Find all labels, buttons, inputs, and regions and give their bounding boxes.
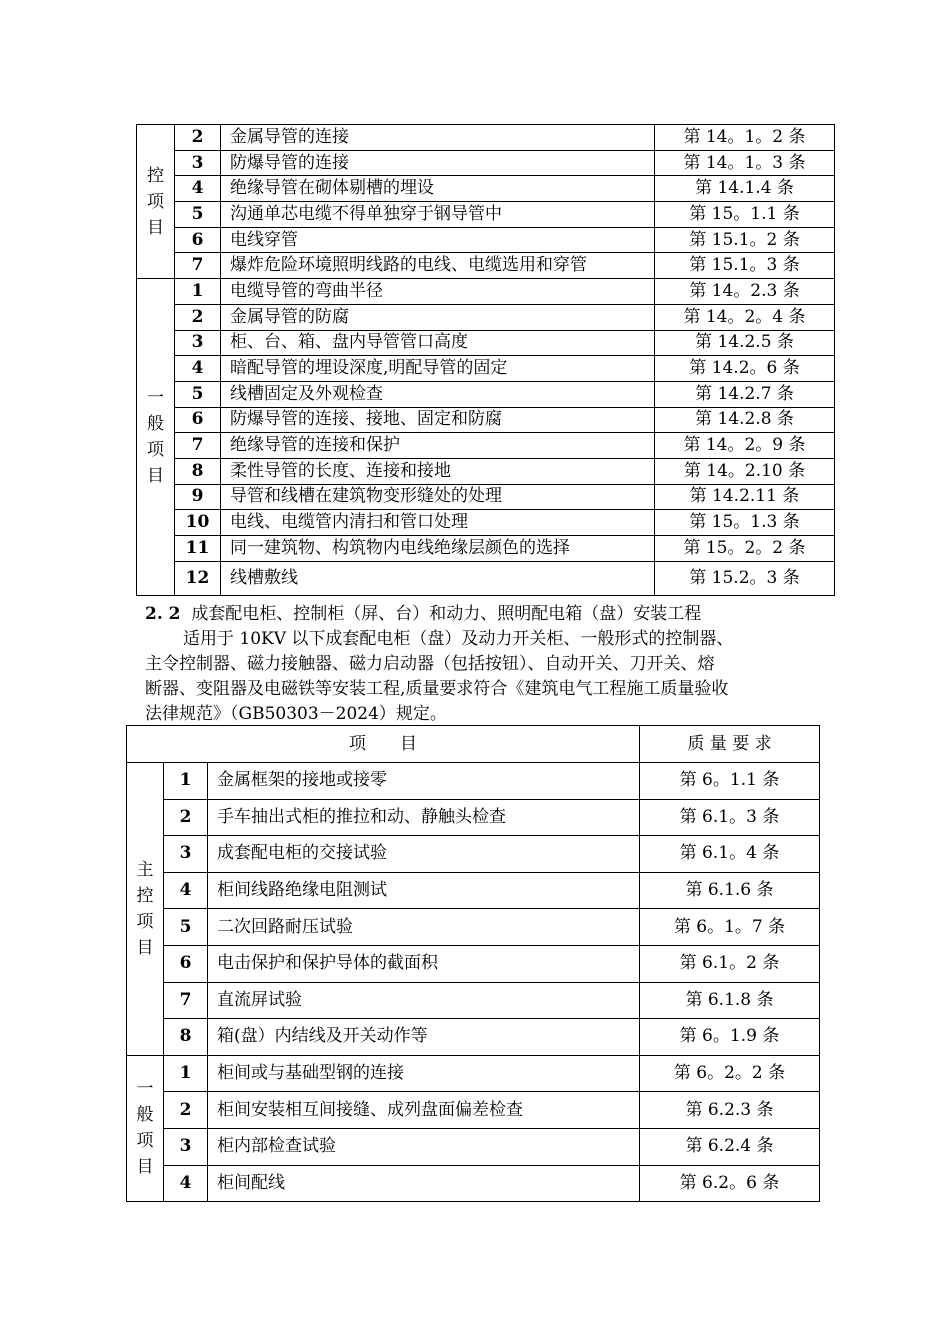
row-item: 成套配电柜的交接试验 (208, 836, 640, 873)
row-item: 柜间线路绝缘电阻测试 (208, 872, 640, 909)
group-label-char: 目 (147, 217, 164, 238)
section-number: 2. 2 (145, 604, 181, 624)
row-item: 绝缘导管在砌体剔槽的埋设 (221, 176, 655, 202)
row-item: 导管和线槽在建筑物变形缝处的处理 (221, 484, 655, 510)
row-item: 同一建筑物、构筑物内电线绝缘层颜色的选择 (221, 536, 655, 562)
table-row (137, 150, 835, 176)
row-number: 4 (164, 872, 208, 909)
row-item: 金属框架的接地或接零 (208, 763, 640, 800)
row-requirement: 第 6.1。4 条 (640, 836, 820, 873)
row-item: 二次回路耐压试验 (208, 909, 640, 946)
table-row (127, 1128, 820, 1165)
row-requirement: 第 14.2.11 条 (655, 484, 835, 510)
group-label-char: 控 (147, 165, 164, 186)
table-row (137, 561, 835, 595)
row-number: 11 (175, 536, 221, 562)
row-item: 爆炸危险环境照明线路的电线、电缆选用和穿管 (221, 253, 655, 279)
paragraph-line: 断器、变阻器及电磁铁等安装工程,质量要求符合《建筑电气工程施工质量验收 (145, 679, 729, 699)
table-row (137, 253, 835, 279)
row-item: 金属导管的连接 (221, 125, 655, 151)
row-number: 2 (164, 799, 208, 836)
table-row (127, 1165, 820, 1202)
group-label-char: 般 (136, 1105, 154, 1126)
group-label-char: 般 (147, 413, 164, 434)
group-label (127, 763, 164, 1056)
row-requirement: 第 6.2.3 条 (640, 1092, 820, 1129)
row-requirement: 第 14。2.10 条 (655, 458, 835, 484)
row-number: 8 (164, 1019, 208, 1056)
group-label-char: 目 (136, 937, 154, 958)
row-requirement: 第 15.1。2 条 (655, 227, 835, 253)
row-requirement: 第 6.1.8 条 (640, 982, 820, 1019)
table-row (137, 484, 835, 510)
row-number: 6 (175, 227, 221, 253)
group-label-char: 项 (136, 1131, 154, 1152)
row-item: 线槽固定及外观检查 (221, 381, 655, 407)
row-requirement: 第 15.2。3 条 (655, 561, 835, 595)
row-number: 5 (175, 202, 221, 228)
row-number: 4 (175, 176, 221, 202)
group-label-char: 项 (136, 911, 154, 932)
header-item: 项 目 (127, 726, 640, 763)
row-item: 金属导管的防腐 (221, 304, 655, 330)
row-requirement: 第 14.2.8 条 (655, 407, 835, 433)
row-item: 柜、台、箱、盘内导管管口高度 (221, 330, 655, 356)
row-number: 6 (164, 945, 208, 982)
row-item: 防爆导管的连接、接地、固定和防腐 (221, 407, 655, 433)
section-title: 成套配电柜、控制柜（屏、台）和动力、照明配电箱（盘）安装工程 (191, 604, 702, 624)
row-item: 线槽敷线 (221, 561, 655, 595)
row-requirement: 第 14.1.4 条 (655, 176, 835, 202)
row-item: 箱(盘）内结线及开关动作等 (208, 1019, 640, 1056)
group-label (127, 1055, 164, 1201)
row-requirement: 第 14。1。3 条 (655, 150, 835, 176)
row-number: 4 (164, 1165, 208, 1202)
row-number: 7 (164, 982, 208, 1019)
paragraph-line: 适用于 10KV 以下成套配电柜（盘）及动力开关柜、一般形式的控制器、 (183, 629, 734, 649)
row-number: 3 (175, 150, 221, 176)
row-requirement: 第 14。1。2 条 (655, 125, 835, 151)
row-number: 2 (175, 304, 221, 330)
row-item: 柜间或与基础型钢的连接 (208, 1055, 640, 1092)
row-requirement: 第 15。1.3 条 (655, 510, 835, 536)
row-number: 8 (175, 458, 221, 484)
row-item: 绝缘导管的连接和保护 (221, 433, 655, 459)
header-requirement: 质 量 要 求 (640, 726, 820, 763)
inspection-table-switchgear (126, 725, 820, 1202)
row-requirement: 第 14.2。6 条 (655, 356, 835, 382)
table-row (127, 836, 820, 873)
table-row (127, 945, 820, 982)
row-requirement: 第 6。2。2 条 (640, 1055, 820, 1092)
row-number: 4 (175, 356, 221, 382)
row-requirement: 第 6.2。6 条 (640, 1165, 820, 1202)
table-row (137, 125, 835, 151)
row-number: 3 (164, 1128, 208, 1165)
row-requirement: 第 14.2.5 条 (655, 330, 835, 356)
row-item: 电击保护和保护导体的截面积 (208, 945, 640, 982)
table-row (127, 1092, 820, 1129)
row-requirement: 第 15.1。3 条 (655, 253, 835, 279)
table-row (127, 1055, 820, 1092)
row-item: 柜间配线 (208, 1165, 640, 1202)
row-item: 直流屏试验 (208, 982, 640, 1019)
table-row (137, 458, 835, 484)
row-item: 电线穿管 (221, 227, 655, 253)
inspection-table-conduit (136, 124, 835, 596)
table-row (137, 356, 835, 382)
row-item: 暗配导管的埋设深度,明配导管的固定 (221, 356, 655, 382)
row-number: 2 (175, 125, 221, 151)
paragraph-line: 法律规范》（GB50303－2024）规定。 (145, 704, 447, 724)
row-requirement: 第 14。2.3 条 (655, 279, 835, 305)
row-number: 5 (164, 909, 208, 946)
table-row (137, 536, 835, 562)
row-number: 1 (164, 763, 208, 800)
table-row (137, 202, 835, 228)
row-requirement: 第 6.1.6 条 (640, 872, 820, 909)
table-row (127, 909, 820, 946)
table-row (127, 872, 820, 909)
table-row (137, 279, 835, 305)
table-row (137, 330, 835, 356)
section-heading (145, 602, 701, 626)
group-label-char: 一 (147, 387, 164, 408)
row-number: 2 (164, 1092, 208, 1129)
row-item: 柜间安装相互间接缝、成列盘面偏差检查 (208, 1092, 640, 1129)
row-item: 柔性导管的长度、连接和接地 (221, 458, 655, 484)
table-row (127, 799, 820, 836)
row-requirement: 第 15。1.1 条 (655, 202, 835, 228)
row-item: 手车抽出式柜的推拉和动、静触头检查 (208, 799, 640, 836)
table-row (137, 381, 835, 407)
group-label (137, 279, 175, 596)
table-row (127, 982, 820, 1019)
row-requirement: 第 6。1.9 条 (640, 1019, 820, 1056)
group-label (137, 125, 175, 279)
row-number: 7 (175, 433, 221, 459)
table-row (137, 510, 835, 536)
row-requirement: 第 14。2。4 条 (655, 304, 835, 330)
row-number: 3 (164, 836, 208, 873)
row-item: 防爆导管的连接 (221, 150, 655, 176)
row-item: 柜内部检查试验 (208, 1128, 640, 1165)
group-label-char: 目 (136, 1157, 154, 1178)
row-requirement: 第 6.1。3 条 (640, 799, 820, 836)
table-row (127, 763, 820, 800)
row-number: 12 (175, 561, 221, 595)
table-row (127, 1019, 820, 1056)
row-number: 7 (175, 253, 221, 279)
row-number: 3 (175, 330, 221, 356)
row-requirement: 第 6.1。2 条 (640, 945, 820, 982)
table-header-row (127, 726, 820, 763)
row-requirement: 第 14。2。9 条 (655, 433, 835, 459)
row-requirement: 第 6。1。7 条 (640, 909, 820, 946)
group-label-char: 一 (136, 1079, 154, 1100)
table-row (137, 304, 835, 330)
row-requirement: 第 6。1.1 条 (640, 763, 820, 800)
row-requirement: 第 6.2.4 条 (640, 1128, 820, 1165)
row-number: 10 (175, 510, 221, 536)
row-item: 电缆导管的弯曲半径 (221, 279, 655, 305)
row-number: 1 (164, 1055, 208, 1092)
group-label-char: 目 (147, 465, 164, 486)
row-number: 9 (175, 484, 221, 510)
row-requirement: 第 14.2.7 条 (655, 381, 835, 407)
row-item: 沟通单芯电缆不得单独穿于钢导管中 (221, 202, 655, 228)
table-row (137, 176, 835, 202)
group-label-char: 主 (136, 859, 154, 880)
paragraph-line: 主令控制器、磁力接触器、磁力启动器（包括按钮）、自动开关、刀开关、熔 (145, 654, 715, 674)
group-label-char: 控 (136, 885, 154, 906)
group-label-char: 项 (147, 191, 164, 212)
row-number: 1 (175, 279, 221, 305)
row-item: 电线、电缆管内清扫和管口处理 (221, 510, 655, 536)
row-number: 6 (175, 407, 221, 433)
table-row (137, 407, 835, 433)
row-requirement: 第 15。2。2 条 (655, 536, 835, 562)
table-row (137, 227, 835, 253)
table-row (137, 433, 835, 459)
row-number: 5 (175, 381, 221, 407)
group-label-char: 项 (147, 439, 164, 460)
